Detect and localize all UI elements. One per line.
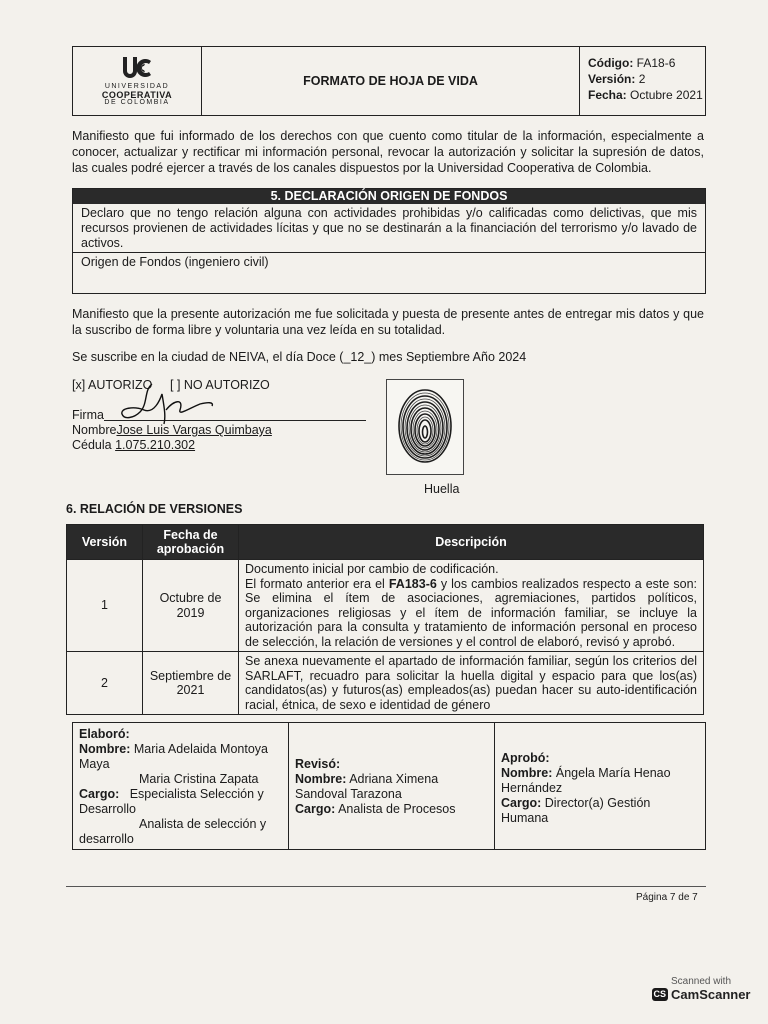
version-value: 2 <box>638 72 646 86</box>
fingerprint-box <box>386 379 464 475</box>
camscanner-logo-icon: CS <box>653 989 667 999</box>
versions-table <box>66 524 704 715</box>
autorizo-checkbox: [x] AUTORIZO <box>72 378 153 392</box>
huella-label: Huella <box>424 482 460 496</box>
fingerprint-icon <box>387 380 463 474</box>
reviso-label: Revisó: <box>295 757 341 771</box>
elaboro-name-1: Maria Adelaida Montoya Maya <box>79 742 268 771</box>
nombre-field <box>72 422 372 438</box>
reviso-column <box>289 723 495 849</box>
row1-desc-post: y los cambios realizados respecto a este son: Se elimina el ítem de asociaciones, agremiaciones, partidos políticos, organizaciones religiosas y el ítem de información familiar, se incluye la autorización para la consulta y tratamiento de información personal en proceso de selección, la relación de versiones y el control de elaboró, revisó y aprobó. <box>245 576 697 649</box>
camscanner-watermark <box>645 976 757 1012</box>
page-number: Página 7 de 7 <box>636 892 698 903</box>
subscription-line: Se suscribe en la ciudad de NEIVA, el día Doce (_12_) mes Septiembre Año 2024 <box>72 350 527 364</box>
university-logo <box>73 47 202 115</box>
row2-version: 2 <box>67 652 143 715</box>
row1-version: 1 <box>67 560 143 652</box>
elaboro-name-2: Maria Cristina Zapata <box>139 772 259 786</box>
camscanner-name: CamScanner <box>671 987 751 1002</box>
cedula-label: Cédula <box>72 438 112 452</box>
row1-desc-bold: FA183-6 <box>388 576 437 591</box>
row1-desc-line1: Documento inicial por cambio de codificación. <box>245 562 499 576</box>
table-header-row <box>67 525 704 560</box>
no-autorizo-checkbox: [ ] NO AUTORIZO <box>170 378 270 392</box>
row1-desc-pre: El formato anterior era el <box>245 576 389 591</box>
nombre-value: Jose Luis Vargas Quimbaya <box>116 423 272 437</box>
row2-fecha: Septiembre de 2021 <box>143 652 239 715</box>
cedula-field <box>72 437 372 453</box>
table-row <box>67 560 704 652</box>
reviso-cargo: Analista de Procesos <box>338 802 456 816</box>
logo-line-2: COOPERATIVA <box>101 90 173 100</box>
aprobo-cargo: Director(a) Gestión Humana <box>501 796 651 825</box>
nombre-label: Nombre <box>72 423 117 437</box>
row1-fecha: Octubre de 2019 <box>143 560 239 652</box>
reviso-cargo-label: Cargo: <box>295 802 336 816</box>
ucc-logo-icon <box>120 55 154 81</box>
aprobo-name: Ángela María Henao Hernández <box>501 766 671 795</box>
document-codes <box>579 47 705 115</box>
elaboro-cargo-2: Analista de selección y desarrollo <box>79 817 267 846</box>
table-row <box>67 652 704 715</box>
header-descripcion: Descripción <box>239 525 704 560</box>
scanned-with-text: Scanned with <box>670 976 732 987</box>
funds-origin: Origen de Fondos (ingeniero civil) <box>73 252 705 293</box>
reviso-name: Adriana Ximena Sandoval Tarazona <box>295 772 439 801</box>
cedula-value: 1.075.210.302 <box>115 438 196 452</box>
row2-description: Se anexa nuevamente el apartado de información familiar, según los criterios del SARLAFT, recuadro para solicitar la huella digital y espacio para que los(as) candidatos(as) y futuros(as) empleados(as) puedan hacer su auto-identificación racial, étnica, de sexo e identidad de género <box>239 652 704 715</box>
reviso-nombre-label: Nombre: <box>295 772 347 786</box>
codigo-value: FA18-6 <box>636 56 676 70</box>
row1-description <box>239 560 704 652</box>
authorization-paragraph: Manifiesto que la presente autorización me fue solicitada y puesta de presente antes de entregar mis datos y que la suscribo de forma libre y voluntaria una vez leída en su totalidad. <box>72 307 704 337</box>
fecha-value: Octubre 2021 <box>630 88 703 102</box>
section-6-title: 6. RELACIÓN DE VERSIONES <box>66 502 243 516</box>
section-5-title: 5. DECLARACIÓN ORIGEN DE FONDOS <box>73 189 705 204</box>
document-title: FORMATO DE HOJA DE VIDA <box>303 74 478 88</box>
header-fecha: Fecha de aprobación <box>143 525 239 560</box>
codigo-label: Código: <box>588 56 634 70</box>
aprobo-cargo-label: Cargo: <box>501 796 542 810</box>
aprobo-nombre-label: Nombre: <box>501 766 553 780</box>
elaboro-cargo-1: Especialista Selección y Desarrollo <box>79 787 264 816</box>
elaboro-nombre-label: Nombre: <box>79 742 131 756</box>
elaboro-cargo-label: Cargo: <box>79 787 120 801</box>
approvals-box <box>72 722 706 850</box>
section-5-box <box>72 188 706 294</box>
fecha-label: Fecha: <box>588 88 627 102</box>
header-version: Versión <box>67 525 143 560</box>
version-label: Versión: <box>588 72 636 86</box>
logo-line-1: UNIVERSIDAD <box>104 83 170 90</box>
footer-divider <box>66 886 706 887</box>
elaboro-label: Elaboró: <box>79 727 130 741</box>
aprobo-column <box>495 723 705 849</box>
rights-paragraph: Manifiesto que fui informado de los derechos con que cuento como titular de la información, especialmente a conocer, actualizar y rectificar mi información personal, revocar la autorización y solicitar la supresión de datos, las cuales podré ejercer a través de los canales dispuestos por la Universidad Cooperativa de Colombia. <box>72 129 704 175</box>
elaboro-column <box>73 723 289 849</box>
funds-declaration: Declaro que no tengo relación alguna con actividades prohibidas y/o calificadas como delictivas, que mis recursos provienen de actividades lícitas y que no se destinarán a la financiación del terrorismo y/o lavado de activos. <box>81 206 697 250</box>
firma-label: Firma <box>72 408 104 422</box>
logo-line-3: DE COLOMBIA <box>104 99 170 106</box>
aprobo-label: Aprobó: <box>501 751 550 765</box>
document-header <box>72 46 706 116</box>
